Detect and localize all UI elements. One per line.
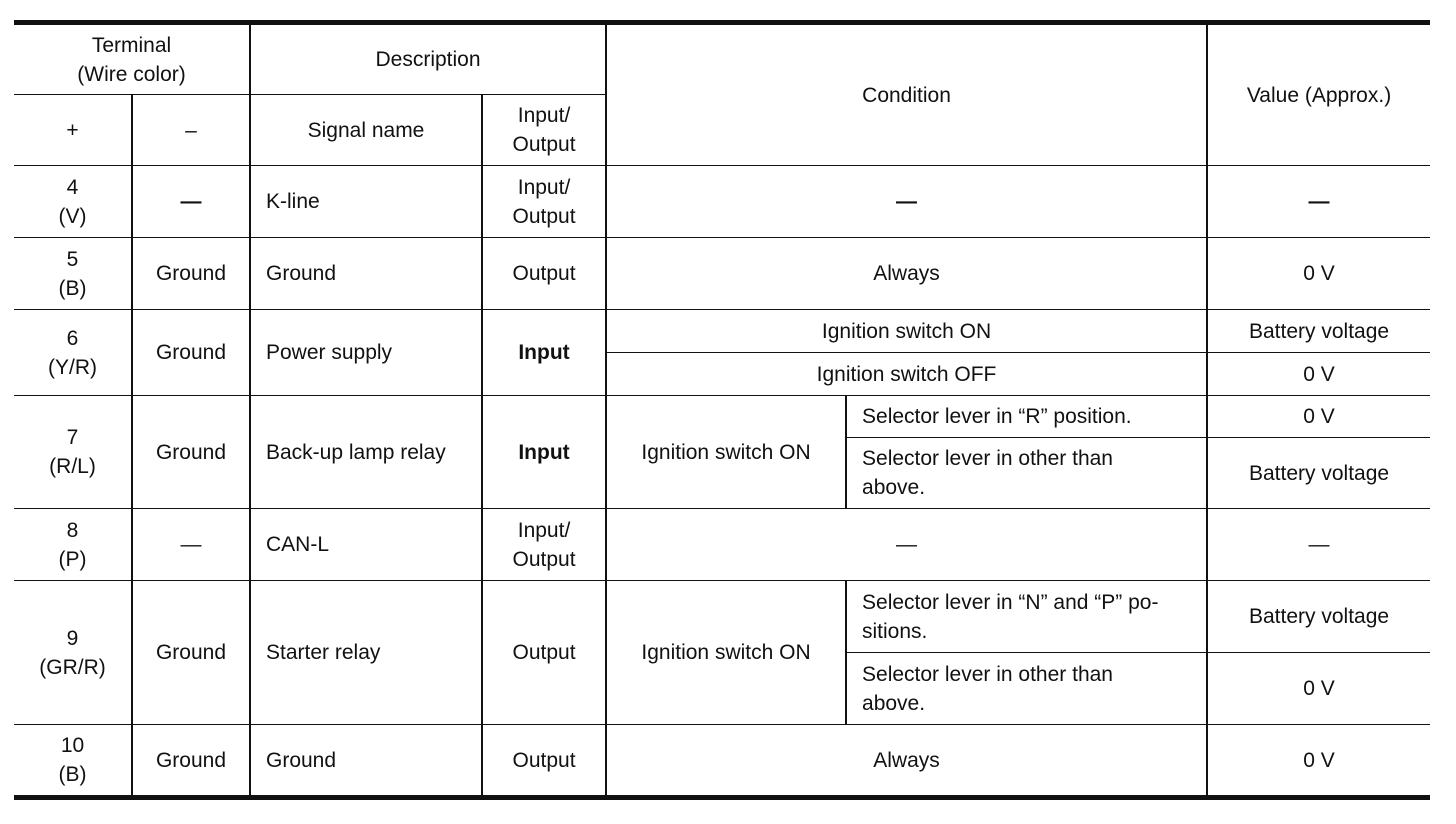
sub-condition-cell: Selector lever in “R” position. — [846, 396, 1207, 438]
value-cell: Battery voltage — [1207, 581, 1430, 653]
sub-condition-cell — [846, 438, 1207, 509]
wire-color: (GR/R) — [39, 655, 106, 679]
terminal-number: 6 — [66, 326, 79, 350]
terminal-table — [14, 20, 1430, 800]
terminal-number: 8 — [66, 518, 79, 542]
wire-color: (B) — [58, 276, 87, 300]
header-row-1 — [14, 23, 1430, 95]
table-row — [14, 238, 1430, 310]
value-cell: 0 V — [1207, 353, 1430, 396]
signal-name-cell: CAN-L — [250, 509, 482, 581]
signal-name-cell: Power supply — [250, 310, 482, 396]
sub-condition-line2: above. — [862, 476, 926, 499]
condition-cell: Always — [606, 238, 1207, 310]
wire-color: (R/L) — [49, 455, 96, 478]
terminal-table-container — [14, 20, 1430, 800]
io-line2: Output — [512, 204, 576, 228]
terminal-number: 5 — [66, 247, 79, 271]
value-cell: 0 V — [1207, 725, 1430, 798]
value-cell: 0 V — [1207, 653, 1430, 725]
terminal-cell — [14, 509, 132, 581]
ground-cell: Ground — [132, 396, 250, 509]
table-row — [14, 581, 1430, 653]
terminal-number: 7 — [66, 426, 79, 449]
ground-cell: Ground — [132, 725, 250, 798]
ground-cell: — — [132, 509, 250, 581]
ground-cell: — — [132, 166, 250, 238]
value-cell: Battery voltage — [1207, 438, 1430, 509]
header-description: Description — [250, 23, 606, 95]
sub-condition-line2: above. — [862, 691, 926, 715]
table-row — [14, 396, 1430, 438]
sub-condition-line2: sitions. — [862, 619, 928, 643]
signal-name-cell: K-line — [250, 166, 482, 238]
wire-color: (V) — [58, 204, 87, 228]
wire-color: (Y/R) — [48, 355, 97, 379]
io-cell — [482, 166, 606, 238]
header-wire-color-label: (Wire color) — [77, 62, 186, 86]
terminal-cell — [14, 238, 132, 310]
condition-cell: — — [606, 509, 1207, 581]
header-minus: – — [132, 95, 250, 166]
wire-color: (B) — [58, 763, 87, 786]
terminal-cell — [14, 581, 132, 725]
header-input-output — [482, 95, 606, 166]
io-line1: Input/ — [517, 175, 571, 199]
ground-cell: Ground — [132, 310, 250, 396]
condition-cell: Always — [606, 725, 1207, 798]
value-cell: — — [1207, 166, 1430, 238]
terminal-number: 4 — [66, 175, 79, 199]
header-plus: + — [14, 95, 132, 166]
signal-name-cell: Starter relay — [250, 581, 482, 725]
condition-main-cell: Ignition switch ON — [606, 581, 846, 725]
header-condition: Condition — [606, 23, 1207, 166]
header-terminal — [14, 23, 250, 95]
condition-cell: Ignition switch ON — [606, 310, 1207, 353]
sub-condition-line1: Selector lever in other than — [862, 662, 1113, 686]
terminal-number: 10 — [60, 734, 85, 757]
table-row — [14, 166, 1430, 238]
sub-condition-line1: Selector lever in other than — [862, 447, 1113, 470]
terminal-number: 9 — [66, 626, 79, 650]
value-cell: — — [1207, 509, 1430, 581]
io-cell: Input — [482, 396, 606, 509]
sub-condition-cell — [846, 581, 1207, 653]
condition-main-cell: Ignition switch ON — [606, 396, 846, 509]
ground-cell: Ground — [132, 238, 250, 310]
terminal-cell — [14, 166, 132, 238]
table-row — [14, 310, 1430, 353]
io-cell: Output — [482, 238, 606, 310]
io-cell: Input — [482, 310, 606, 396]
signal-name-cell: Ground — [250, 725, 482, 798]
io-cell: Output — [482, 725, 606, 798]
ground-cell: Ground — [132, 581, 250, 725]
header-value: Value (Approx.) — [1207, 23, 1430, 166]
value-cell: Battery voltage — [1207, 310, 1430, 353]
io-cell: Output — [482, 581, 606, 725]
io-cell — [482, 509, 606, 581]
header-io-line1: Input/ — [517, 104, 571, 127]
io-line1: Input/ — [517, 518, 571, 542]
terminal-cell — [14, 725, 132, 798]
condition-cell: — — [606, 166, 1207, 238]
signal-name-cell: Ground — [250, 238, 482, 310]
value-cell: 0 V — [1207, 238, 1430, 310]
header-terminal-label: Terminal — [91, 33, 172, 57]
io-line2: Output — [512, 547, 576, 571]
wire-color: (P) — [58, 547, 87, 571]
header-signal-name: Signal name — [250, 95, 482, 166]
header-io-line2: Output — [512, 133, 576, 156]
value-cell: 0 V — [1207, 396, 1430, 438]
signal-name-cell: Back-up lamp relay — [250, 396, 482, 509]
table-row — [14, 509, 1430, 581]
sub-condition-line1: Selector lever in “N” and “P” po- — [862, 590, 1159, 614]
terminal-cell — [14, 396, 132, 509]
sub-condition-cell — [846, 653, 1207, 725]
condition-cell: Ignition switch OFF — [606, 353, 1207, 396]
terminal-cell — [14, 310, 132, 396]
table-row — [14, 725, 1430, 798]
